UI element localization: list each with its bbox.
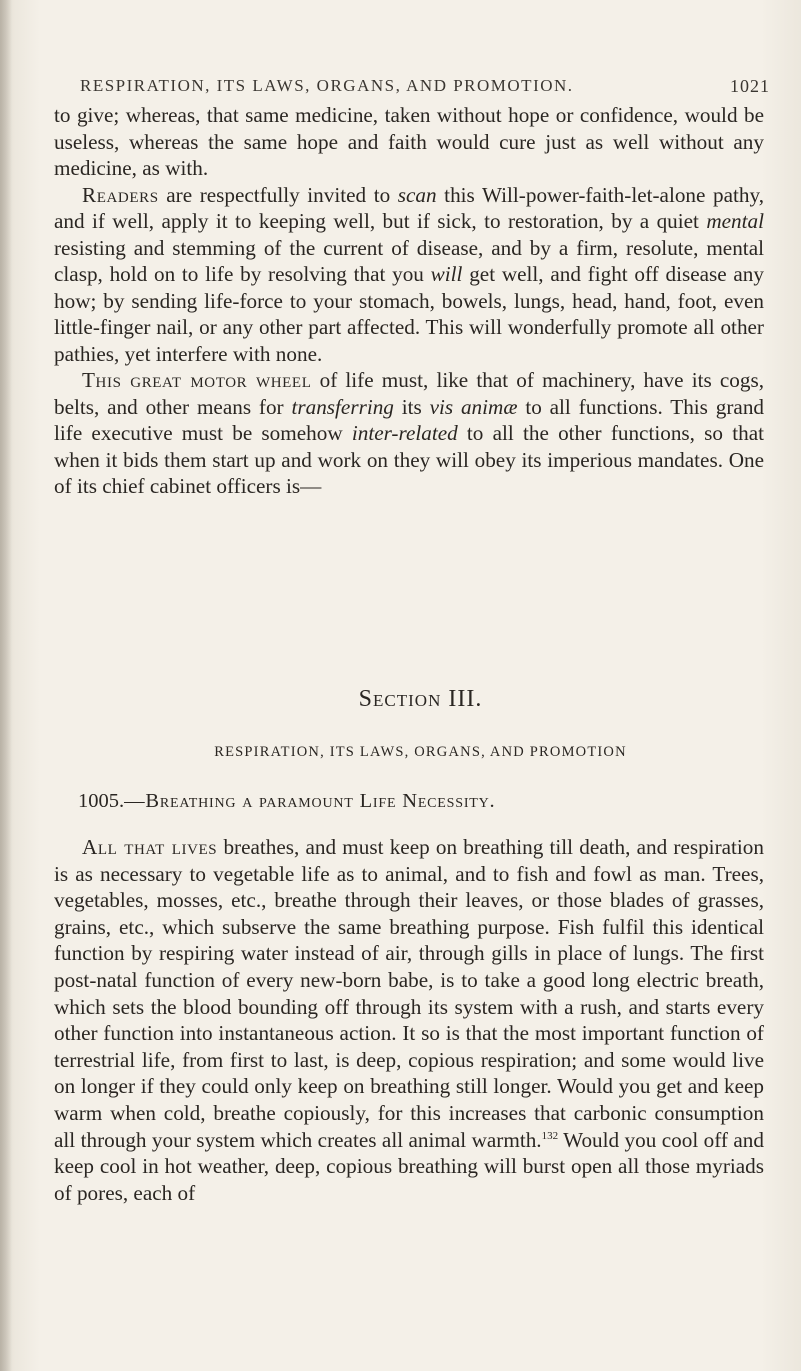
paragraph-text: resisting and stemming of the current of disease, and by a firm, resolute, mental clasp, hold on to life by resolving that you [54, 235, 764, 286]
paragraph-text: its [393, 394, 430, 419]
paragraph-text: get well, and fight off disease any how; by sending life-force to your stomach, bowels, lungs, head, hand, foot, even little-finger nail, or any other part affected. This will wonderfully promote all other pathies, yet interfere with none. [54, 262, 764, 366]
body-text-block [54, 834, 764, 1206]
paragraph-readers [54, 182, 764, 368]
article-subheading [78, 790, 768, 813]
top-text-block [54, 102, 764, 500]
page-number: 1021 [730, 76, 770, 96]
paragraph-text: to all the other functions, so that when it bids them start up and work on they will obey its imperious mandates. One of its chief cabinet officers is— [54, 421, 764, 498]
footnote-reference: 132 [541, 1129, 559, 1142]
paragraph-text: Would you cool off and keep cool in hot weather, deep, copious breathing will burst open all those myriads of pores, each of [54, 1127, 764, 1205]
article-number: 1005. [78, 790, 125, 812]
paragraph-lead-word: This great motor wheel [82, 368, 312, 392]
emphasis-text: scan [397, 182, 437, 207]
article-title: —Breathing a paramount Life Necessity. [124, 790, 496, 812]
section-heading: Section III. [358, 686, 483, 712]
emphasis-text: vis animæ [429, 394, 518, 419]
running-head-title: RESPIRATION, ITS LAWS, ORGANS, AND PROMOTION. [80, 76, 574, 95]
paragraph-lead-word: All that lives [82, 835, 218, 859]
emphasis-text: mental [706, 209, 764, 233]
paragraph-motor-wheel [54, 367, 764, 500]
running-head [80, 76, 770, 96]
paragraph-all-that-lives [54, 834, 764, 1206]
paragraph-text: of life must, like that of machinery, have its cogs, belts, and other means for [54, 368, 764, 419]
section-subtitle: RESPIRATION, ITS LAWS, ORGANS, AND PROMOTION [214, 744, 627, 760]
paragraph-text: breathes, and must keep on breathing till death, and respiration is as necessary to vegetable life as to animal, and to fish and fowl as man. Trees, vegetables, mosses, etc., breathe through their leaves, or those blades of grasses, grains, etc., which subserve the same breathing purpose. Fish fulfil this identical function by respiring water instead of air, through gills in place of lungs. The first post-natal function of every new-born babe, is to take a good long electric breath, which sets the blood bounding off through its system with a rush, and starts every other function into instantaneous action. It so is that the most important function of terrestrial life, from first to last, is deep, copious respiration; and some would live on longer if they could only keep on breathing still longer. Would you get and keep warm when cold, breathe copiously, for this increases that carbonic consumption all through your system which creates all animal warmth. [54, 835, 764, 1152]
emphasis-text: will [430, 262, 463, 286]
paragraph-lead-word: Readers [82, 182, 159, 207]
paragraph-continuation: to give; whereas, that same medicine, taken without hope or confidence, would be useless, whereas the same hope and faith would cure just as well without any medicine, as with. [54, 103, 764, 180]
emphasis-text: inter-related [351, 421, 458, 445]
paragraph-text: this Will-power-faith-let-alone pathy, and if well, apply it to keeping well, but if sick, to restoration, by a quiet [54, 182, 764, 233]
paragraph-text: to all functions. This grand life executive must be somehow [54, 394, 765, 445]
emphasis-text: transferring [291, 394, 394, 419]
paragraph-text: are respectfully invited to [158, 182, 398, 207]
